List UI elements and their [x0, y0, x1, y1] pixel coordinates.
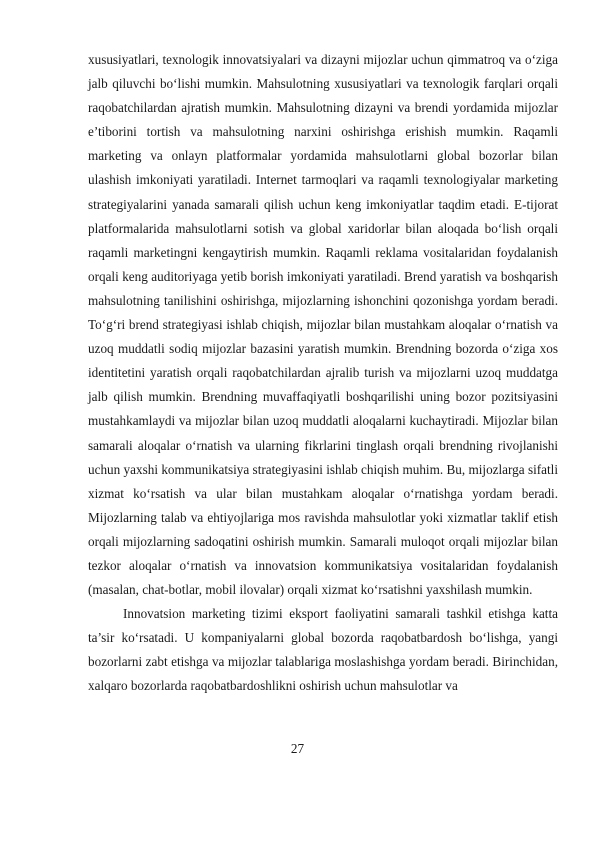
- body-paragraph: Innovatsion marketing tizimi eksport faoliyatini samarali tashkil etishga katta ta’sir ko‘rsatadi. U kompaniyalarni global bozorda raqobatbardosh bo‘lishga, yangi bozorlarni zabt etishga va mijozlar talablariga moslashishga yordam beradi. Birinchidan, xalqaro bozorlarda raqobatbardoshlikni oshirish uchun mahsulotlar va: [88, 606, 558, 694]
- page-body: [88, 48, 558, 699]
- body-paragraph: xususiyatlari, texnologik innovatsiyalari va dizayni mijozlar uchun qimmatroq va o‘ziga jalb qiluvchi bo‘lishi mumkin. Mahsulotning xususiyatlari va texnologik farqlari orqali raqobatchilardan ajratish mumkin. Mahsulotning dizayni va brendi yordamida mijozlar e’tiborini tortish va mahsulotning narxini oshirishga erishish mumkin. Raqamli marketing va onlayn platformalar yordamida mahsulotlarni global bozorlar bilan ulashish imkoniyati yaratiladi. Internet tarmoqlari va raqamli texnologiyalar marketing strategiyalarini yanada samarali qilish uchun keng imkoniyatlar taqdim etadi. E-tijorat platformalarida mahsulotlarni sotish va global xaridorlar bilan aloqada bo‘lish orqali raqamli marketingni kengaytirish mumkin. Raqamli reklama vositalaridan foydalanish orqali keng auditoriyaga yetib borish imkoniyati yaratiladi. Brend yaratish va boshqarish mahsulotning tanilishini oshirishga, mijozlarning ishonchini qozonishga yordam beradi. To‘g‘ri brend strategiyasi ishlab chiqish, mijozlar bilan mustahkam aloqalar o‘rnatish va uzoq muddatli sodiq mijozlar bazasini yaratish mumkin. Brendning bozorda o‘ziga xos identitetini yaratish orqali raqobatchilardan ajralib turish va mijozlarni uzoq muddatga jalb qilish mumkin. Brendning muvaffaqiyatli boshqarilishi uning bozor pozitsiyasini mustahkamlaydi va mijozlar bilan uzoq muddatli aloqalarni kuchaytiradi. Mijozlar bilan samarali aloqalar o‘rnatish va ularning fikrlarini tinglash orqali brendning rivojlanishi uchun yaxshi kommunikatsiya strategiyasini ishlab chiqish muhim. Bu, mijozlarga sifatli xizmat ko‘rsatish va ular bilan mustahkam aloqalar o‘rnatishga yordam beradi. Mijozlarning talab va ehtiyojlariga mos ravishda mahsulotlar yoki xizmatlar taklif etish orqali mijozlarning sadoqatini oshirish mumkin. Samarali muloqot orqali mijozlar bilan tezkor aloqalar o‘rnatish va innovatsion kommunikatsiya vositalaridan foydalanish (masalan, chat-botlar, mobil ilovalar) orqali xizmat ko‘rsatishni yaxshilash mumkin.: [88, 52, 558, 598]
- page-number: 27: [290, 741, 305, 756]
